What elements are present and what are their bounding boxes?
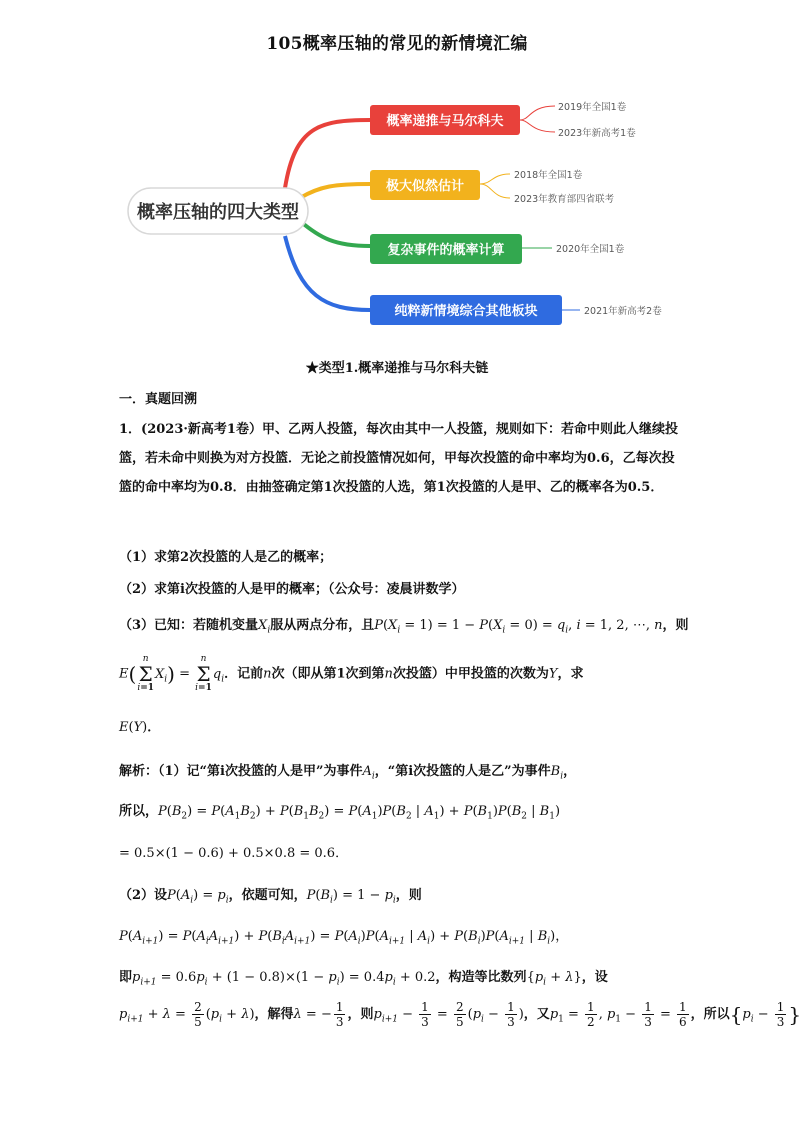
branch-source: 2020年全国1卷: [556, 244, 625, 255]
question-1: （1）求第2次投篮的人是乙的概率；: [119, 550, 333, 565]
branch-source: 2023年新高考1卷: [558, 128, 636, 139]
branch-label-2: 极大似然估计: [385, 179, 465, 194]
branch-label-1: 概率递推与马尔科夫: [386, 114, 504, 129]
question-3-line-2: E(n Σ $i=1X_i) = n$ Σ $i=1q_i$．记前n次（即从第1次到第n次投篮）中甲投篮的次数为Y，求: [119, 654, 584, 693]
solution-line-1: 解析：（1）记“第i次投篮的人是甲”为事件$A_i$，“第i次投篮的人是乙”为事件$B_i$，: [119, 764, 577, 782]
center-node-label: 概率压轴的四大类型: [137, 202, 299, 223]
problem-intro: 1．(2023·新高考1卷）甲、乙两人投篮，每次由其中一人投篮，规则如下：若命中则此人继续投篮，若未命中则换为对方投篮．无论之前投篮情况如何，甲每次投篮的命中率均为0.6，乙每次投篮的命中率均为0.8．由抽签确定第1次投篮的人选，第1次投篮的人是甲、乙的概率各为0.5．: [119, 422, 678, 495]
question-2: （2）求第i次投篮的人是甲的概率；（公众号：凌晨讲数学）: [119, 582, 465, 597]
page-title: 105概率压轴的常见的新情境汇编: [266, 34, 528, 54]
solution-line-4: （2）设$P(A_i) = p_i$，依题可知，$P(B_i) = 1 - p_i$，则: [119, 888, 422, 906]
branch-connector-1: [285, 120, 370, 188]
branch-connector-2: [300, 184, 370, 198]
branch-source: 2023年教育部四省联考: [514, 194, 615, 205]
sub-heading: 一．真题回溯: [119, 392, 198, 407]
solution-line-5: $P(A_{i+1}) = P(A_iA_{i+1}) + P(B_iA_{i+1}) = P(A_i)P(A_{i+1}$ | $A_i) + P(B_i)P(A_{i+1}$ | $B_i$)，: [119, 929, 569, 947]
section-heading: ★类型1.概率递推与马尔科夫链: [305, 361, 489, 376]
question-3-line-3: E(Y)．: [119, 720, 161, 735]
question-3-line-1: （3）已知：若随机变量$X_i$服从两点分布，且$P(X_i = 1) = 1 - P(X_i = 0) = q_i$, i = 1, 2, ⋯, n，则: [119, 618, 689, 636]
branch-source: 2019年全国1卷: [558, 102, 627, 113]
mind-map: [120, 66, 680, 342]
branch-label-3: 复杂事件的概率计算: [387, 243, 505, 258]
branch-label-4: 纯粹新情境综合其他板块: [394, 304, 538, 319]
solution-line-3: = 0.5×(1 − 0.6) + 0.5×0.8 = 0.6．: [119, 846, 349, 861]
branch-source: 2018年全国1卷: [514, 170, 583, 181]
solution-line-7: $p_{i+1} + \lambda$ = $\frac{2}{5}$ $(p_i + \lambda)$，解得λ = − $\frac{1}{3}$ ，则$p_{i+1}$ − $\frac{1}{3}$ = $\frac{2}{5}$ ($p_i$ − $\frac{1}{3}$ )，又$p_1$ = $\frac{1}{2}$ , $p_1$ − $\frac{1}{3}$ = $\frac{1}{6}$ ，所以{$p_i$ − $\frac{1}{3}$ }: [119, 1000, 801, 1029]
solution-line-2: 所以，$P(B_2) = P(A_1B_2) + P(B_1B_2) = P(A_1)P(B_2$ | $A_1) + P(B_1)P(B_2$ | $B_1$): [119, 804, 561, 822]
branch-source: 2021年新高考2卷: [584, 306, 662, 317]
solution-line-6: 即$p_{i+1} = 0.6p_i + (1 - 0.8)\times(1 - p_i) = 0.4p_i + 0.2$，构造等比数列$\{p_i + \lambda\}$，设: [119, 970, 608, 988]
branch-connector-3: [300, 221, 370, 246]
